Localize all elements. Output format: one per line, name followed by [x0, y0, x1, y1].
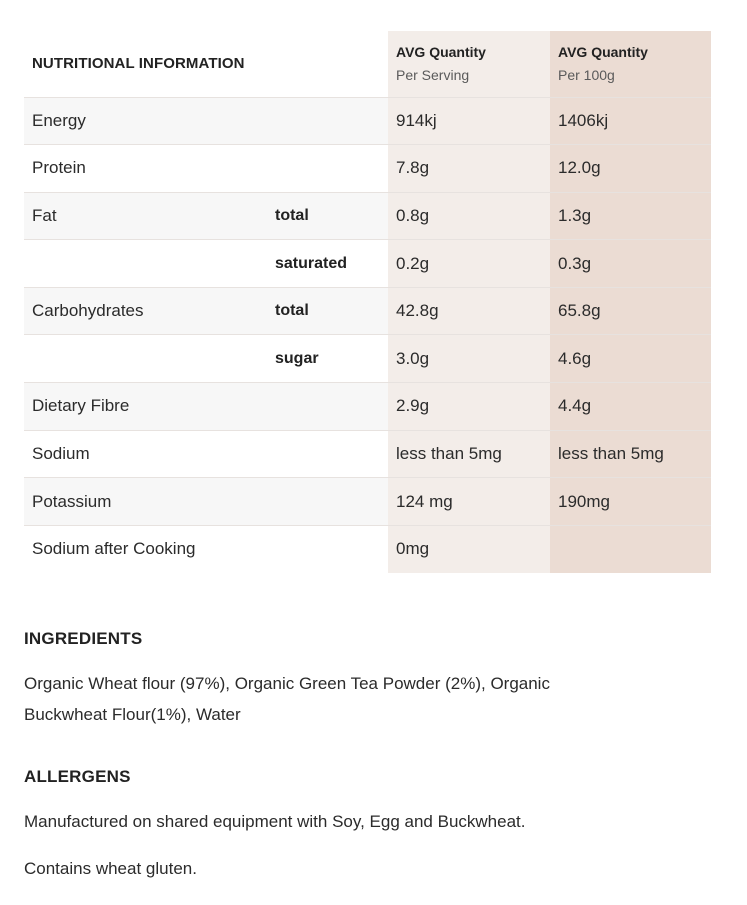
table-row: [24, 335, 711, 383]
table-row: [24, 430, 711, 478]
table-row: [24, 145, 711, 193]
row-sublabel: total: [267, 287, 388, 335]
row-label: Fat: [24, 192, 267, 240]
table-row: [24, 287, 711, 335]
table-row: [24, 525, 711, 573]
table-row: [24, 240, 711, 288]
value-per-serving: 2.9g: [388, 383, 550, 431]
table-header-row: [24, 31, 711, 97]
row-sublabel: [267, 430, 388, 478]
col-header-serving-sub: Per Serving: [396, 66, 470, 83]
nutrition-title: NUTRITIONAL INFORMATION: [32, 55, 245, 73]
row-sublabel: sugar: [267, 335, 388, 383]
table-row: [24, 97, 711, 145]
col-header-100g-label: AVG Quantity: [558, 43, 648, 60]
row-label: Protein: [24, 145, 267, 193]
row-sublabel: total: [267, 192, 388, 240]
ingredients-heading: INGREDIENTS: [24, 629, 143, 648]
nutrition-table: [24, 31, 711, 573]
value-per-serving: 7.8g: [388, 145, 550, 193]
value-per-serving: 42.8g: [388, 287, 550, 335]
value-per-100g: less than 5mg: [550, 430, 711, 478]
value-per-100g: 4.6g: [550, 335, 711, 383]
row-sublabel: [267, 383, 388, 431]
row-label: [24, 240, 267, 288]
value-per-serving: 0.2g: [388, 240, 550, 288]
col-header-100g-sub: Per 100g: [558, 66, 615, 83]
value-per-serving: less than 5mg: [388, 430, 550, 478]
col-header-serving: [388, 31, 550, 97]
table-row: [24, 478, 711, 526]
row-sublabel: [267, 478, 388, 526]
value-per-serving: 0.8g: [388, 192, 550, 240]
row-sublabel: [267, 145, 388, 193]
value-per-serving: 3.0g: [388, 335, 550, 383]
value-per-100g: 190mg: [550, 478, 711, 526]
row-label: Sodium after Cooking: [24, 525, 267, 573]
value-per-serving: 914kj: [388, 97, 550, 145]
allergens-text-gluten: Contains wheat gluten.: [24, 859, 197, 878]
value-per-100g: 1406kj: [550, 97, 711, 145]
row-label: Carbohydrates: [24, 287, 267, 335]
row-label: Dietary Fibre: [24, 383, 267, 431]
row-label: [24, 335, 267, 383]
row-label: Sodium: [24, 430, 267, 478]
allergens-text-shared-equipment: Manufactured on shared equipment with Soy, Egg and Buckwheat.: [24, 812, 526, 831]
col-header-serving-label: AVG Quantity: [396, 43, 486, 60]
row-sublabel: saturated: [267, 240, 388, 288]
col-header-100g: [550, 31, 711, 97]
row-label: Potassium: [24, 478, 267, 526]
value-per-100g: 4.4g: [550, 383, 711, 431]
ingredients-text: Organic Wheat flour (97%), Organic Green Tea Powder (2%), Organic Buckwheat Flour(1%), Water: [24, 674, 550, 724]
table-row: [24, 192, 711, 240]
value-per-100g: 0.3g: [550, 240, 711, 288]
row-sublabel: [267, 97, 388, 145]
value-per-100g: [550, 525, 711, 573]
value-per-100g: 65.8g: [550, 287, 711, 335]
row-label: Energy: [24, 97, 267, 145]
value-per-serving: 124 mg: [388, 478, 550, 526]
value-per-serving: 0mg: [388, 525, 550, 573]
value-per-100g: 1.3g: [550, 192, 711, 240]
allergens-heading: ALLERGENS: [24, 767, 131, 786]
table-row: [24, 383, 711, 431]
value-per-100g: 12.0g: [550, 145, 711, 193]
row-sublabel: [267, 525, 388, 573]
